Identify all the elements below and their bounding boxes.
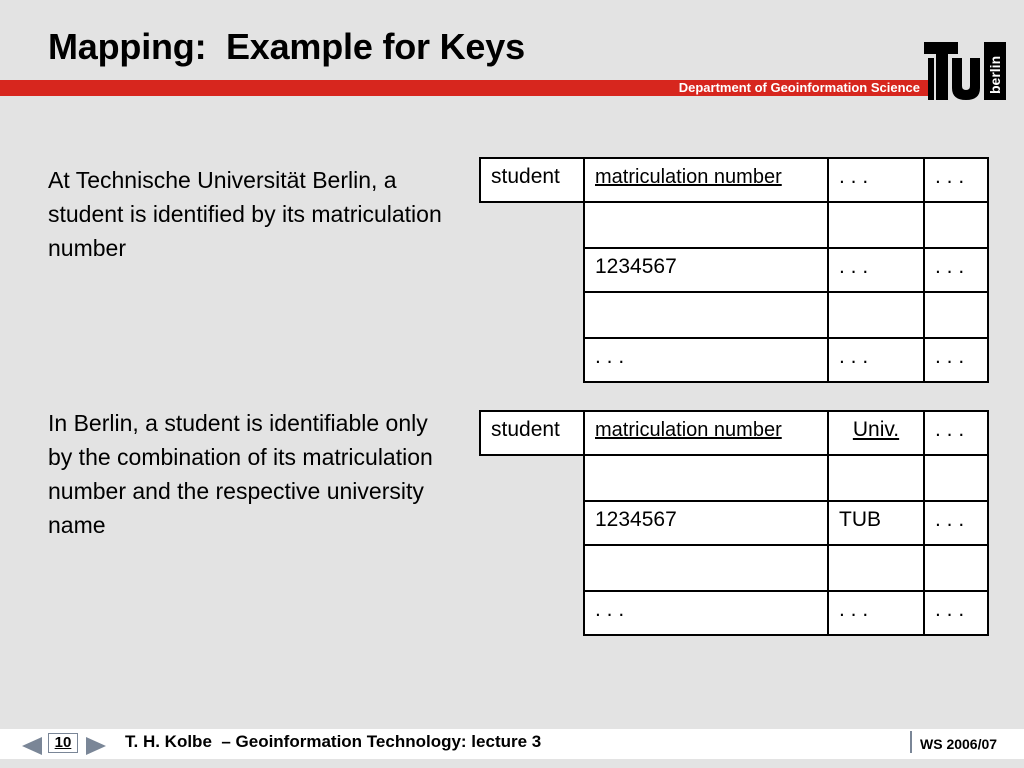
footer-divider [910,731,912,753]
table-cell: . . . [827,247,925,293]
table-cell [923,544,989,592]
table-cell: TUB [827,500,925,546]
department-label: Department of Geoinformation Science [678,80,920,95]
table-cell [923,454,989,502]
table-cell [583,544,829,592]
header-cell: . . . [827,157,925,203]
table-cell: . . . [827,337,925,383]
footer-semester: WS 2006/07 [920,736,998,752]
table-cell [923,291,989,339]
paragraph-berlin: In Berlin, a student is identifiable only by the combination of its matriculation number and the respective university name [48,410,433,538]
table-cell [923,201,989,249]
entity-label: student [479,410,585,456]
table-cell: . . . [923,337,989,383]
table-cell: 1234567 [583,247,829,293]
table-cell: . . . [923,590,989,636]
key-header: matriculation number [583,157,829,203]
triangle-left-icon[interactable] [22,737,42,755]
tu-berlin-logo [922,36,1014,104]
table-cell: . . . [583,337,829,383]
table-cell: . . . [583,590,829,636]
table-cell [583,454,829,502]
logo-text: berlin [987,55,1003,94]
footer-author-course: T. H. Kolbe – Geoinformation Technology: lecture 3 [125,732,542,751]
table-cell: . . . [923,500,989,546]
triangle-right-icon[interactable] [86,737,106,755]
key-header: Univ. [827,410,925,456]
table-cell [583,291,829,339]
table-cell: . . . [827,590,925,636]
slide-title: Mapping: Example for Keys [48,26,525,67]
table-cell [827,201,925,249]
table-cell [827,544,925,592]
page-number[interactable]: 10 [48,733,78,753]
table-cell [827,454,925,502]
header-cell: . . . [923,410,989,456]
paragraph-tu-berlin: At Technische Universität Berlin, a student is identified by its matriculation number [48,167,442,261]
entity-label: student [479,157,585,203]
table-cell [827,291,925,339]
header-cell: . . . [923,157,989,203]
key-header: matriculation number [583,410,829,456]
table-cell [583,201,829,249]
table-cell: . . . [923,247,989,293]
table-cell: 1234567 [583,500,829,546]
